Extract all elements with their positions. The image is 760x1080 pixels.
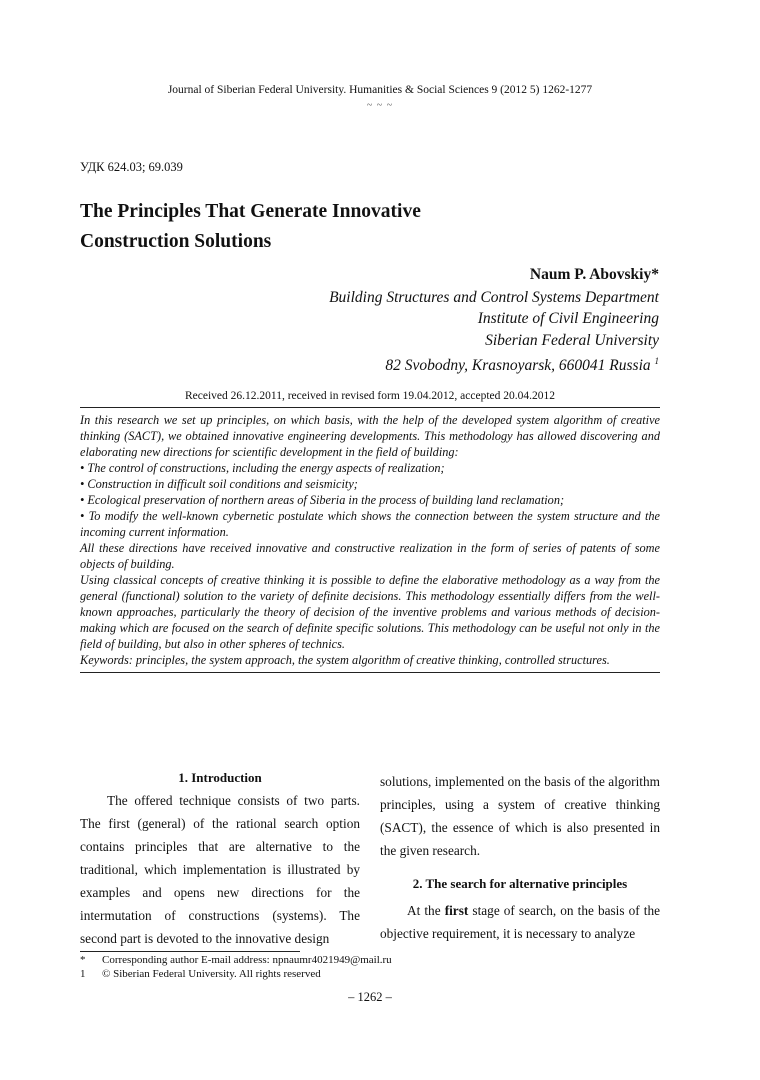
footnote-mark: 1 [80, 968, 86, 980]
abstract-bullet: • The control of constructions, including the energy aspects of realization; [80, 461, 445, 475]
footnote-rule [80, 951, 300, 952]
footnotes [80, 953, 392, 981]
received-dates: Received 26.12.2011, received in revised form 19.04.2012, accepted 20.04.2012 [184, 390, 556, 402]
continuation-paragraph: solutions, implemented on the basis of the algorithm principles, using a system of creative thinking (SACT), the essence of which is also presented in the given research. [380, 774, 660, 858]
abstract-bullet: • Ecological preservation of northern areas of Siberia in the process of building land reclamation; [80, 493, 565, 507]
section-heading-introduction: 1. Introduction [178, 770, 262, 785]
header-ornament: ~ ~ ~ [366, 100, 394, 111]
abstract-box [80, 407, 660, 673]
affiliation-university: Siberian Federal University [485, 331, 659, 349]
footnote-mark: * [80, 954, 86, 966]
body-column-left [80, 766, 360, 950]
article-title [80, 197, 421, 257]
author-block [329, 264, 659, 377]
body-column-right [380, 770, 660, 945]
title-line-1: The Principles That Generate Innovative [80, 201, 421, 222]
abstract [80, 412, 660, 668]
abstract-paragraph: All these directions have received innovative and constructive realization in the form of series of patents of some objects of building. [80, 541, 660, 571]
footnote-text: Corresponding author E-mail address: npnaumr4021949@mail.ru [102, 954, 392, 966]
abstract-bullet: • To modify the well-known cybernetic postulate which shows the connection between the system structure and the incoming current information. [80, 509, 660, 539]
introduction-paragraph: The offered technique consists of two parts. The first (general) of the rational search option contains principles that are alternative to the traditional, which implementation is illustrated by examples and opens new directions for the intermutation of constructions (systems). The second part is devoted to the innovative design [80, 793, 360, 946]
udk-code: УДК 624.03; 69.039 [80, 160, 183, 174]
affiliation-mark: 1 [654, 356, 659, 366]
affiliation-institute: Institute of Civil Engineering [477, 310, 659, 327]
search-text-end: stage of search, on the basis of the objective requirement, it is necessary to analyze [380, 903, 660, 941]
keywords: Keywords: principles, the system approach, the system algorithm of creative thinking, controlled structures. [80, 653, 610, 667]
affiliation-address [329, 351, 659, 377]
abstract-paragraph: In this research we set up principles, on which basis, with the help of the developed system algorithm of creative thinking (SACT), we obtained innovative engineering developments. This methodology has allowed discovering and elaborating new directions for scientific development in the field of building: [80, 413, 660, 459]
abstract-bullet: • Construction in difficult soil conditions and seismicity; [80, 477, 358, 491]
address-text: 82 Svobodny, Krasnoyarsk, 660041 Russia [385, 357, 651, 375]
search-emphasis: first [444, 903, 469, 918]
footnote-copyright [80, 967, 392, 981]
page-number: – 1262 – [348, 990, 392, 1004]
search-text-start: At the [407, 903, 445, 918]
footnote-text: © Siberian Federal University. All rights reserved [102, 968, 321, 980]
section-heading-search: 2. The search for alternative principles [412, 876, 628, 891]
footnote-corresponding [80, 953, 392, 967]
search-paragraph [380, 899, 660, 945]
title-line-2: Construction Solutions [80, 231, 272, 252]
journal-header: Journal of Siberian Federal University. Humanities & Social Sciences 9 (2012 5) 1262-1277 [167, 84, 593, 96]
abstract-paragraph: Using classical concepts of creative thinking it is possible to define the elaborative methodology as a way from the general (functional) solution to the variety of definite decisions. This methodology essentially differs from the well-known approaches, particularly the theory of decision of the inventive problems and various methods of decision-making which are focused on the search of definite specific solutions. This methodology can be useful not only in the field of building, but also in other spheres of technics. [80, 573, 660, 651]
author-name: Naum P. Abovskiy* [529, 266, 659, 283]
affiliation-department: Building Structures and Control Systems Department [329, 288, 659, 306]
